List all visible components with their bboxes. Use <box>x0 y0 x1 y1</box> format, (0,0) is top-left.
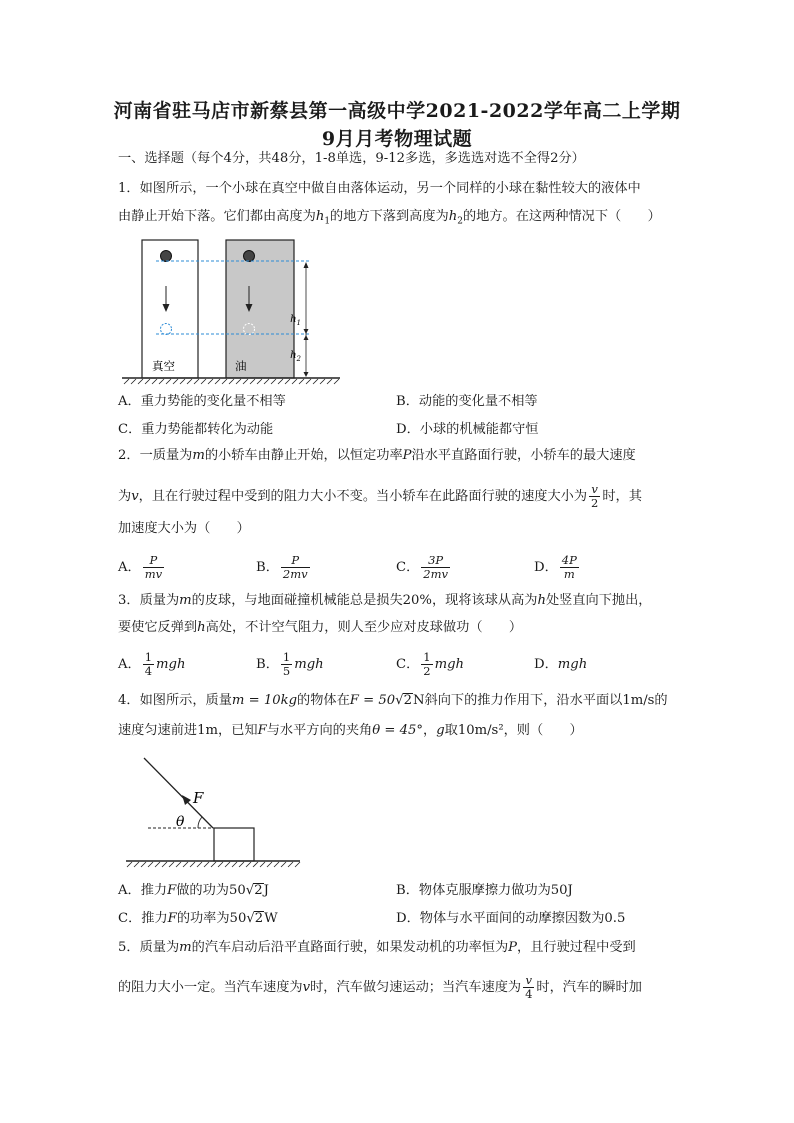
q1-option-b: B．动能的变化量不相等 <box>396 394 538 409</box>
label-h2: $h_2$ <box>290 350 301 363</box>
q4-option-a: A．推力F做的功为50√2J <box>118 883 269 898</box>
q1-option-c: C．重力势能都转化为动能 <box>118 422 274 437</box>
q2-stem-line1: 2．一质量为m的小轿车由静止开始，以恒定功率P沿水平直路面行驶，小轿车的最大速度 <box>118 448 636 463</box>
ball-oil-start <box>244 251 255 262</box>
q2-option-a: A． $\frac{P}{mv}$ <box>118 553 163 581</box>
exam-title-line1: 河南省驻马店市新蔡县第一高级中学2021-2022学年高二上学期 <box>113 100 681 122</box>
q3-stem-line2: 要使它反弹到h高处，不计空气阻力，则人至少应对皮球做功（ ） <box>118 620 523 635</box>
q5-stem-line2: 的阻力大小一定。当汽车速度为v时，汽车做匀速运动；当汽车速度为 $\frac{v}{4}$ 时，汽车的瞬时加 <box>118 973 642 1001</box>
ball-vacuum-start <box>161 251 172 262</box>
fraction: $\frac{v}{4}$ <box>525 973 533 1001</box>
q4-figure <box>118 750 308 872</box>
q2-option-d: D． $\frac{4P}{m}$ <box>534 553 577 581</box>
angle-arc <box>198 817 202 828</box>
label-vacuum: 真空 <box>152 359 175 373</box>
q4-option-b: B．物体克服摩擦力做功为50J <box>396 883 573 898</box>
q3-stem-line1: 3．质量为m的皮球，与地面碰撞机械能总是损失20%，现将该球从高为h处竖直向下抛出， <box>118 593 652 608</box>
label-oil: 油 <box>235 359 247 373</box>
q4-stem-line1: 4．如图所示，质量m = 10kg的物体在F = 50√2N斜向下的推力作用下，沿水平面以1m/s的 <box>118 693 668 708</box>
q2-stem-line2: 为v，且在行驶过程中受到的阻力大小不变。当小轿车在此路面行驶的速度大小为 $\frac{v}{2}$ 时，其 <box>118 482 642 510</box>
q1-option-d: D．小球的机械能都守恒 <box>396 422 539 437</box>
fraction: $\frac{v}{2}$ <box>591 482 599 510</box>
vacuum-tube <box>142 240 198 378</box>
q4-stem-line2: 速度匀速前进1m，已知F与水平方向的夹角θ = 45°，g取10m/s²，则（ ） <box>118 723 583 738</box>
section-heading: 一、选择题（每个4分，共48分，1-8单选，9-12多选，多选选对选不全得2分） <box>118 151 585 166</box>
q4-option-c: C．推力F的功率为50√2W <box>118 911 278 926</box>
exam-title-line2: 9月月考物理试题 <box>321 128 473 150</box>
q5-stem-line1: 5．质量为m的汽车启动后沿平直路面行驶，如果发动机的功率恒为P，且行驶过程中受到 <box>118 940 636 955</box>
q2-stem-line3: 加速度大小为（ ） <box>118 521 250 536</box>
q3-option-c: C． $\frac{1}{2}$ mgh <box>396 650 465 678</box>
q1-figure <box>118 234 348 386</box>
label-F: F <box>193 789 204 807</box>
q1-stem-line1: 1．如图所示，一个小球在真空中做自由落体运动，另一个同样的小球在黏性较大的液体中 <box>118 181 641 196</box>
block <box>214 828 254 861</box>
q3-option-a: A． $\frac{1}{4}$ mgh <box>118 650 186 678</box>
q2-option-b: B． $\frac{P}{2mv}$ <box>256 553 308 581</box>
q4-option-d: D．物体与水平面间的动摩擦因数为0.5 <box>396 911 626 926</box>
q3-option-d: D．mgh <box>534 657 588 672</box>
label-theta: θ <box>176 814 185 830</box>
q1-option-a: A．重力势能的变化量不相等 <box>118 394 286 409</box>
label-h1: $h_1$ <box>290 314 301 327</box>
q1-stem-line2: 由静止开始下落。它们都由高度为$h_1$的地方下落到高度为$h_2$的地方。在这两种情况下（ ） <box>118 209 661 227</box>
q2-option-c: C． $\frac{3P}{2mv}$ <box>396 553 448 581</box>
q3-option-b: B． $\frac{1}{5}$ mgh <box>256 650 324 678</box>
